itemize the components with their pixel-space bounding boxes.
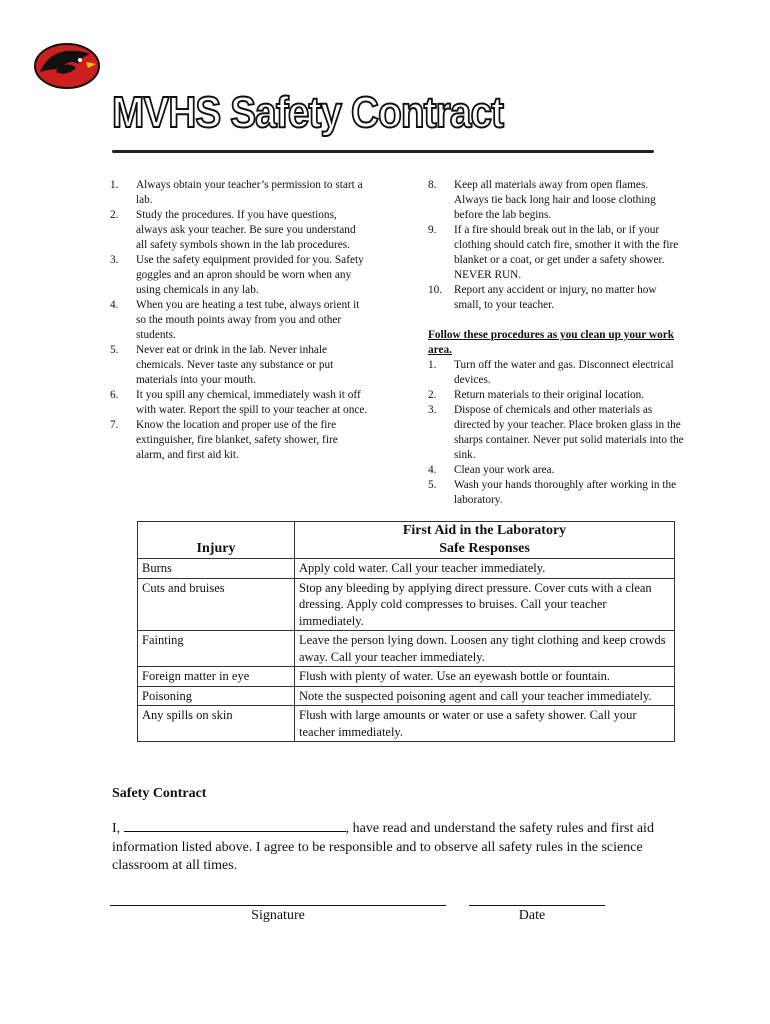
list-item xyxy=(428,178,684,223)
list-item xyxy=(110,253,368,298)
injury-column-header: Injury xyxy=(138,522,295,559)
list-item-number: 1. xyxy=(428,359,437,371)
date-line[interactable] xyxy=(469,905,605,906)
list-item-text: When you are heating a test tube, always orient it so the mouth points away from you and other students. xyxy=(136,299,360,341)
table-row xyxy=(138,667,675,687)
list-item xyxy=(110,178,368,208)
cleanup-list xyxy=(428,358,684,508)
rules-list-right xyxy=(428,178,684,313)
list-item-text: Wash your hands thoroughly after working in the laboratory. xyxy=(454,479,677,506)
contract-body: , have read and understand the safety rules and first aid information listed above. I agree to be responsible and to observe all safety rules in the science classroom at all times. xyxy=(112,821,654,873)
first-aid-table xyxy=(137,521,675,742)
list-item-number: 6. xyxy=(110,389,119,401)
injury-cell: Cuts and bruises xyxy=(138,578,295,631)
list-item xyxy=(110,388,368,418)
list-item-text: Return materials to their original location. xyxy=(454,389,645,401)
rules-list-left xyxy=(110,178,368,463)
list-item xyxy=(428,283,684,313)
list-item-text: Always obtain your teacher’s permission to start a lab. xyxy=(136,179,363,206)
list-item-number: 10. xyxy=(428,284,443,296)
response-cell: Note the suspected poisoning agent and call your teacher immediately. xyxy=(295,686,675,706)
list-item xyxy=(428,388,684,403)
date-label: Date xyxy=(518,908,546,923)
table-row xyxy=(138,631,675,667)
injury-cell: Burns xyxy=(138,559,295,579)
cleanup-heading: Follow these procedures as you clean up your work area. xyxy=(428,329,675,356)
response-cell: Stop any bleeding by applying direct pressure. Cover cuts with a clean dressing. Apply cold compresses to bruises. Call your teacher immediately. xyxy=(295,578,675,631)
list-item-number: 2. xyxy=(428,389,437,401)
injury-cell: Any spills on skin xyxy=(138,706,295,742)
list-item-number: 4. xyxy=(428,464,437,476)
list-item-text: Clean your work area. xyxy=(454,464,555,476)
list-item-number: 7. xyxy=(110,419,119,431)
response-column-header: Safe Responses xyxy=(295,540,675,559)
list-item-text: Dispose of chemicals and other materials as directed by your teacher. Place broken glass in the sharps container. Never put solid materials into the sink. xyxy=(454,404,684,461)
list-item-number: 5. xyxy=(428,479,437,491)
hawk-logo-icon xyxy=(34,42,100,90)
list-item xyxy=(428,358,684,388)
response-cell: Flush with large amounts or water or use a safety shower. Call your teacher immediately. xyxy=(295,706,675,742)
list-item-number: 5. xyxy=(110,344,119,356)
list-item xyxy=(110,343,368,388)
response-cell: Apply cold water. Call your teacher immediately. xyxy=(295,559,675,579)
first-aid-title: First Aid in the Laboratory xyxy=(295,522,675,541)
list-item-text: Never eat or drink in the lab. Never inhale chemicals. Never taste any substance or put materials into your mouth. xyxy=(136,344,334,386)
list-item-number: 2. xyxy=(110,209,119,221)
table-row xyxy=(138,559,675,579)
list-item-number: 3. xyxy=(428,404,437,416)
list-item-text: It you spill any chemical, immediately wash it off with water. Report the spill to your teacher at once. xyxy=(136,389,368,416)
name-blank-field[interactable] xyxy=(124,820,346,832)
table-row xyxy=(138,578,675,631)
title-rule xyxy=(112,150,654,153)
list-item xyxy=(110,208,368,253)
injury-cell: Foreign matter in eye xyxy=(138,667,295,687)
table-row xyxy=(138,686,675,706)
contract-heading: Safety Contract xyxy=(112,786,207,801)
rules-right-column xyxy=(428,178,684,508)
list-item-text: Study the procedures. If you have questions, always ask your teacher. Be sure you understand all safety symbols shown in the lab procedures. xyxy=(136,209,356,251)
injury-cell: Fainting xyxy=(138,631,295,667)
list-item xyxy=(428,463,684,478)
table-row xyxy=(138,706,675,742)
list-item-text: Turn off the water and gas. Disconnect electrical devices. xyxy=(454,359,674,386)
list-item xyxy=(428,478,684,508)
list-item-text: Keep all materials away from open flames. Always tie back long hair and loose clothing before the lab begins. xyxy=(454,179,656,221)
list-item-number: 9. xyxy=(428,224,437,236)
contract-prefix: I, xyxy=(112,821,121,836)
list-item-text: Know the location and proper use of the fire extinguisher, fire blanket, safety shower, fire alarm, and first aid kit. xyxy=(136,419,338,461)
list-item-number: 3. xyxy=(110,254,119,266)
response-cell: Leave the person lying down. Loosen any tight clothing and keep crowds away. Call your teacher immediately. xyxy=(295,631,675,667)
signature-label: Signature xyxy=(251,908,305,923)
response-cell: Flush with plenty of water. Use an eyewash bottle or fountain. xyxy=(295,667,675,687)
list-item xyxy=(110,418,368,463)
rules-left-column xyxy=(110,178,368,463)
list-item xyxy=(428,223,684,283)
list-item-number: 4. xyxy=(110,299,119,311)
list-item-number: 1. xyxy=(110,179,119,191)
list-item-number: 8. xyxy=(428,179,437,191)
signature-line[interactable] xyxy=(110,905,446,906)
list-item xyxy=(428,403,684,463)
contract-statement xyxy=(112,820,672,876)
injury-cell: Poisoning xyxy=(138,686,295,706)
list-item-text: Use the safety equipment provided for you. Safety goggles and an apron should be worn when any using chemicals in any lab. xyxy=(136,254,364,296)
list-item-text: If a fire should break out in the lab, or if your clothing should catch fire, smother it with the fire blanket or a coat, or get under a safety shower. NEVER RUN. xyxy=(454,224,679,281)
list-item-text: Report any accident or injury, no matter how small, to your teacher. xyxy=(454,284,657,311)
page-title: MVHS Safety Contract xyxy=(112,88,504,137)
list-item xyxy=(110,298,368,343)
